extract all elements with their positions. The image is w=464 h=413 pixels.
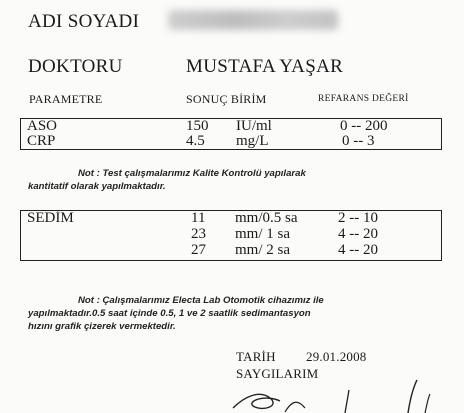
note-quality-control-line2: kantitatif olarak yapılmaktadır. [28, 181, 166, 192]
date-value: 29.01.2008 [306, 349, 367, 364]
signature-icon [225, 368, 455, 413]
date-label: TARİH [236, 349, 276, 364]
column-header-parameter: PARAMETRE [29, 92, 103, 106]
table-cell-unit: IU/ml [236, 118, 272, 134]
table-cell-param: SEDİM [27, 210, 74, 226]
column-header-result-unit: SONUÇ BİRİM [186, 92, 267, 106]
note-device-line2: yapılmaktadır.0.5 saat içinde 0.5, 1 ve 2 saatlik sedimantasyon [28, 308, 311, 319]
patient-name-label: ADI SOYADI [28, 11, 140, 32]
table-cell-unit: mg/L [236, 133, 269, 149]
table-cell-value: 27 [191, 242, 206, 258]
table-cell-ref: 0 -- 200 [340, 118, 388, 134]
table-cell-value: 11 [191, 210, 206, 226]
column-header-reference: REFARANS DEĞERİ [318, 94, 409, 104]
note-quality-control-line1: Not : Test çalışmalarımız Kalite Kontrolü yapılarak [78, 168, 306, 179]
table-cell-param: CRP [27, 133, 56, 149]
table-cell-unit: mm/ 2 sa [235, 242, 290, 258]
note-device-line3: hızını grafik çizerek vermektedir. [28, 321, 176, 332]
table-cell-param: ASO [27, 118, 58, 134]
redacted-patient-name [168, 10, 338, 30]
table-cell-unit: mm/0.5 sa [235, 210, 298, 226]
doctor-name: MUSTAFA YAŞAR [186, 56, 344, 77]
table-cell-unit: mm/ 1 sa [235, 226, 290, 242]
table-cell-ref: 4 -- 20 [338, 226, 378, 242]
note-device-line1: Not : Çalışmalarımız Electa Lab Otomotik cihazımız ile [78, 295, 324, 306]
table-cell-value: 23 [191, 226, 206, 242]
table-cell-ref: 4 -- 20 [338, 242, 378, 258]
table-cell-ref: 2 -- 10 [338, 210, 378, 226]
table-cell-value: 150 [186, 118, 209, 134]
doctor-label: DOKTORU [28, 56, 123, 77]
closing-text: SAYGILARIM [236, 366, 319, 381]
table-cell-value: 4.5 [186, 133, 205, 149]
table-cell-ref: 0 -- 3 [342, 133, 375, 149]
results-table-sedimentation [20, 210, 442, 261]
